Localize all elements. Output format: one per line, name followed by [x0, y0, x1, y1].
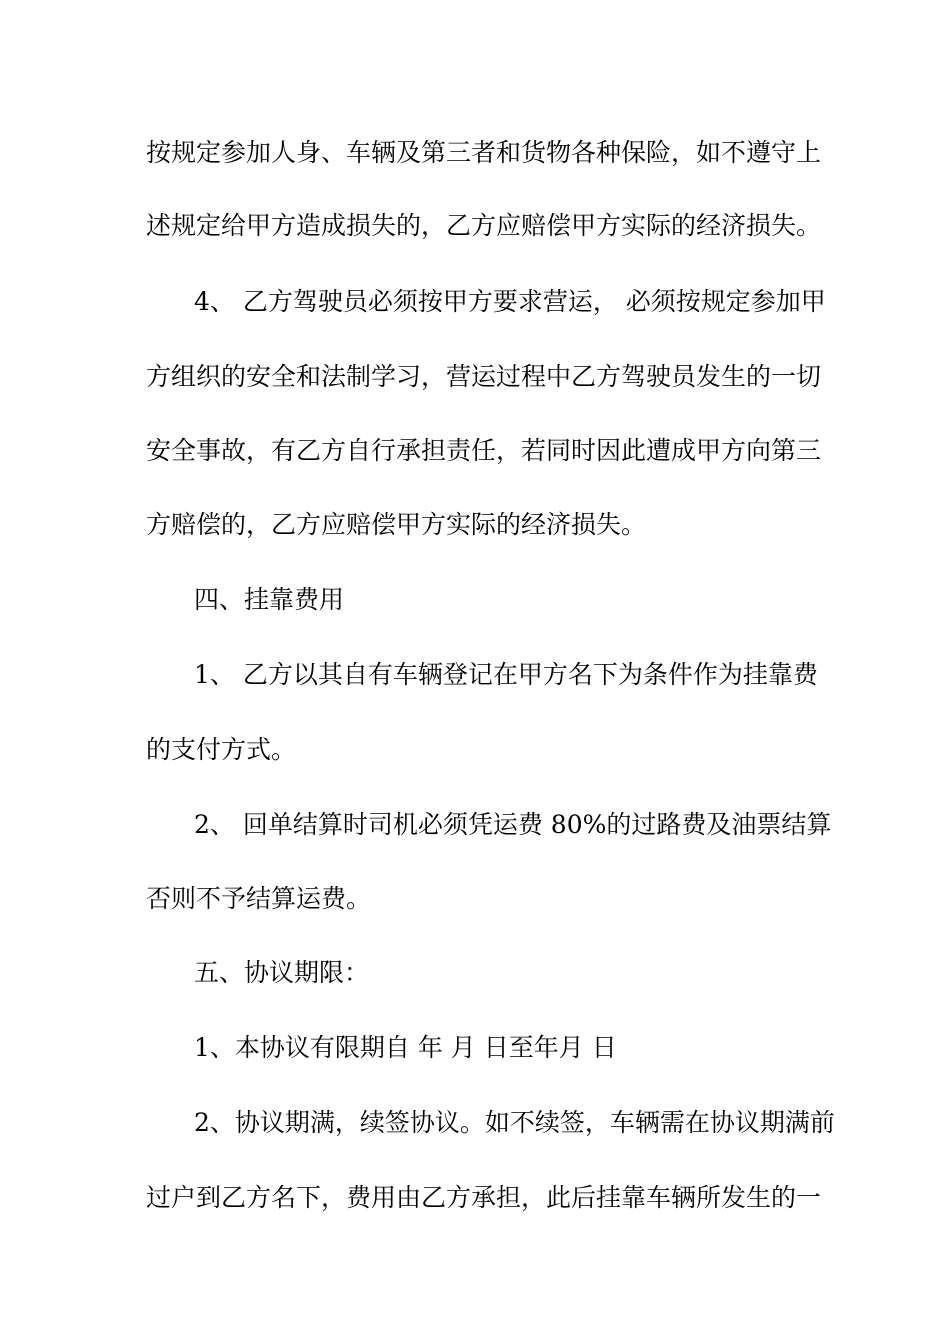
- clause-2-line: 2、 回单结算时司机必须凭运费 80%的过路费及油票结算: [194, 810, 832, 839]
- paragraph-line: 按规定参加人身、车辆及第三者和货物各种保险，如不遵守上: [146, 138, 822, 167]
- paragraph-line: 方组织的安全和法制学习，营运过程中乙方驾驶员发生的一切: [146, 362, 822, 391]
- paragraph-line: 的支付方式。: [146, 735, 297, 764]
- section-heading-term: 五、协议期限：: [194, 958, 370, 987]
- paragraph-line: 过户到乙方名下，费用由乙方承担，此后挂靠车辆所发生的一: [146, 1183, 822, 1212]
- clause-4-line: 4、 乙方驾驶员必须按甲方要求营运， 必须按规定参加甲: [194, 287, 826, 316]
- paragraph-line: 否则不予结算运费。: [146, 884, 372, 913]
- paragraph-line: 述规定给甲方造成损失的，乙方应赔偿甲方实际的经济损失。: [146, 211, 822, 240]
- clause-1-line: 1、 乙方以其自有车辆登记在甲方名下为条件作为挂靠费: [194, 660, 818, 689]
- section-heading-fees: 四、挂靠费用: [194, 585, 345, 614]
- term-clause-2-line: 2、协议期满，续签协议。如不续签，车辆需在协议期满前: [194, 1108, 835, 1137]
- paragraph-line: 方赔偿的，乙方应赔偿甲方实际的经济损失。: [146, 510, 647, 539]
- term-clause-1-line: 1、本协议有限期自 年 月 日至年月 日: [194, 1033, 617, 1062]
- paragraph-line: 安全事故，有乙方自行承担责任，若同时因此遭成甲方向第三: [146, 436, 822, 465]
